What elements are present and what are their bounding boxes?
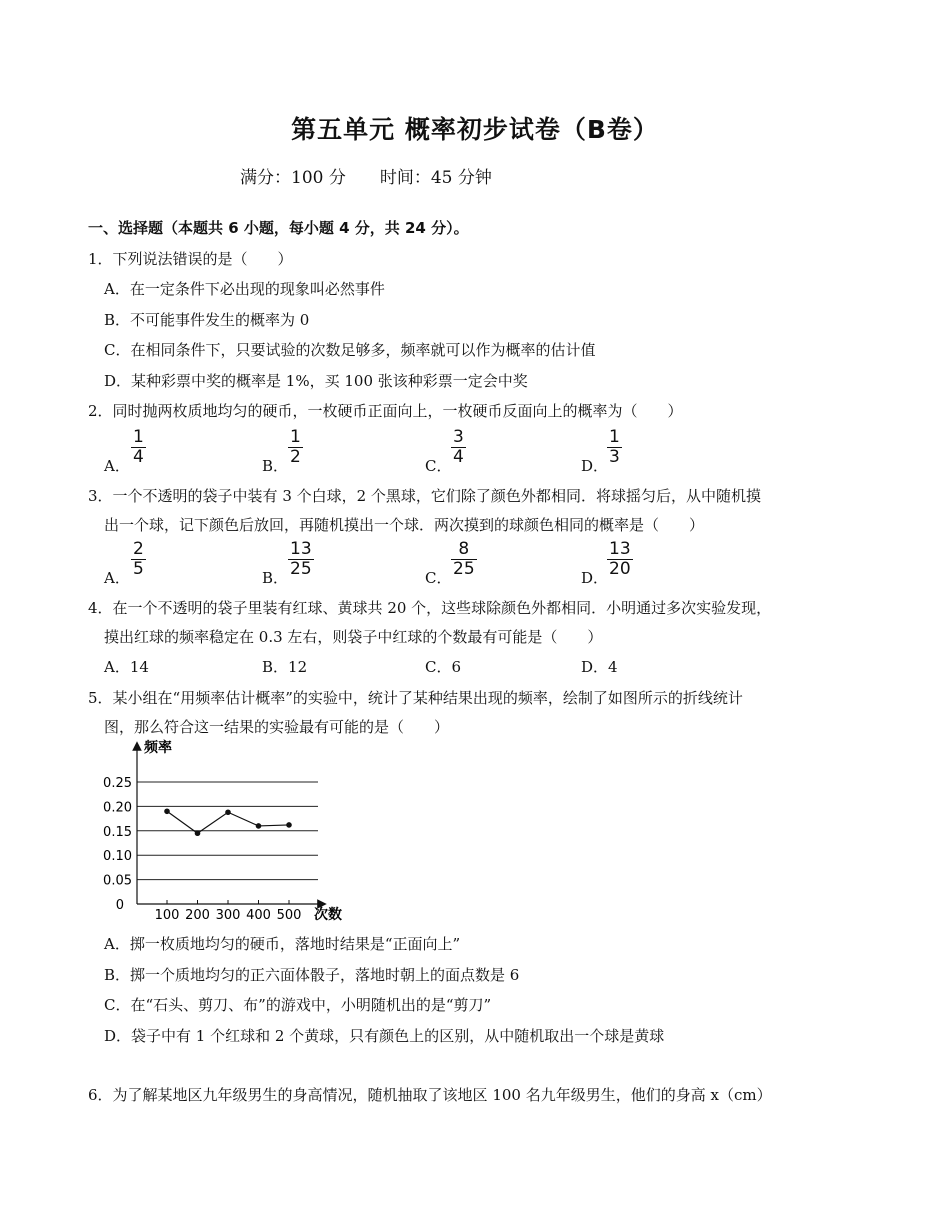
q5-option-b: B．掷一个质地均匀的正六面体骰子，落地时朝上的面点数是 6: [104, 966, 520, 984]
q4-option-c: C．6: [425, 658, 462, 676]
q2-option-c-fraction: $\frac{3}{4}$: [453, 427, 464, 467]
data-point: [225, 809, 231, 815]
q6-stem: 6．为了解某地区九年级男生的身高情况，随机抽取了该地区 100 名九年级男生，他们的身高 x（cm）: [88, 1086, 772, 1104]
q3-option-c-fraction: $\frac{8}{25}$: [453, 539, 475, 579]
q4-stem-line2: 摸出红球的频率稳定在 0.3 左右，则袋子中红球的个数最有可能是（ ）: [104, 628, 603, 646]
q1-option-a: A．在一定条件下必出现的现象叫必然事件: [104, 280, 385, 298]
q3-option-a-fraction: $\frac{2}{5}$: [133, 539, 144, 579]
x-tick-label: 100: [154, 908, 180, 923]
q5-option-a: A．掷一枚质地均匀的硬币，落地时结果是“正面向上”: [104, 935, 461, 953]
q3-option-a-label: A．: [104, 569, 130, 587]
y-tick-label: 0.20: [103, 800, 132, 816]
q3-option-d-label: D．: [581, 569, 609, 587]
q5-option-d: D．袋子中有 1 个红球和 2 个黄球，只有颜色上的区别，从中随机取出一个球是黄球: [104, 1027, 665, 1045]
q3-option-d-fraction: $\frac{13}{20}$: [609, 539, 631, 579]
data-point: [256, 823, 262, 829]
q2-option-d-fraction: $\frac{1}{3}$: [609, 427, 620, 467]
data-point: [286, 822, 292, 828]
q1-option-d: D．某种彩票中奖的概率是 1%，买 100 张该种彩票一定会中奖: [104, 372, 528, 390]
data-point: [195, 830, 201, 836]
q4-option-d: D．4: [581, 658, 618, 676]
x-tick-label: 300: [215, 908, 241, 923]
x-tick-label: 400: [246, 908, 271, 923]
q3-option-b-label: B．: [262, 569, 289, 587]
q4-stem-line1: 4．在一个不透明的袋子里装有红球、黄球共 20 个，这些球除颜色外都相同．小明通过多次实验发现，: [88, 599, 772, 617]
section-header: 一、选择题（本题共 6 小题，每小题 4 分，共 24 分）。: [88, 219, 469, 237]
q3-option-c-label: C．: [425, 569, 452, 587]
q5-option-c: C．在“石头、剪刀、布”的游戏中，小明随机出的是“剪刀”: [104, 996, 492, 1014]
q3-stem-line1: 3．一个不透明的袋子中装有 3 个白球，2 个黑球，它们除了颜色外都相同．将球摇匀后，从中随机摸: [88, 487, 761, 505]
q2-option-a-label: A．: [104, 457, 130, 475]
x-tick-label: 200: [185, 908, 210, 923]
q2-option-a-fraction: $\frac{1}{4}$: [133, 427, 144, 467]
y-tick-label: 0.10: [103, 849, 132, 865]
q2-option-b-fraction: $\frac{1}{2}$: [290, 427, 301, 467]
q3-option-b-fraction: $\frac{13}{25}$: [290, 539, 312, 579]
q3-stem-line2: 出一个球，记下颜色后放回，再随机摸出一个球．两次摸到的球颜色相同的概率是（ ）: [104, 516, 705, 534]
page-title: 第五单元 概率初步试卷（B卷）: [291, 115, 659, 144]
q2-stem: 2．同时抛两枚质地均匀的硬币，一枚硬币正面向上，一枚硬币反面向上的概率为（ ）: [88, 402, 683, 420]
y-tick-label: 0.15: [103, 824, 132, 840]
frequency-line-chart: [100, 738, 360, 928]
data-point: [164, 808, 170, 814]
x-axis-label: 次数: [314, 907, 342, 923]
y-tick-label: 0.05: [103, 873, 132, 889]
x-tick-label: 500: [276, 908, 302, 923]
q5-stem-line1: 5．某小组在“用频率估计概率”的实验中，统计了某种结果出现的频率，绘制了如图所示的折线统计: [88, 689, 743, 707]
q4-option-b: B．12: [262, 658, 308, 676]
exam-info: 满分：100 分 时间：45 分钟: [240, 168, 492, 188]
q1-option-b: B．不可能事件发生的概率为 0: [104, 311, 310, 329]
q1-option-c: C．在相同条件下，只要试验的次数足够多，频率就可以作为概率的估计值: [104, 341, 596, 359]
q2-option-b-label: B．: [262, 457, 289, 475]
q5-stem-line2: 图，那么符合这一结果的实验最有可能的是（ ）: [104, 718, 450, 736]
q1-stem: 1．下列说法错误的是（ ）: [88, 250, 293, 268]
y-tick-label: 0.25: [103, 776, 132, 791]
q2-option-d-label: D．: [581, 457, 609, 475]
q4-option-a: A．14: [104, 658, 149, 676]
y-tick-label: 0: [115, 898, 124, 913]
q2-option-c-label: C．: [425, 457, 452, 475]
y-axis-label: 频率: [144, 740, 172, 756]
